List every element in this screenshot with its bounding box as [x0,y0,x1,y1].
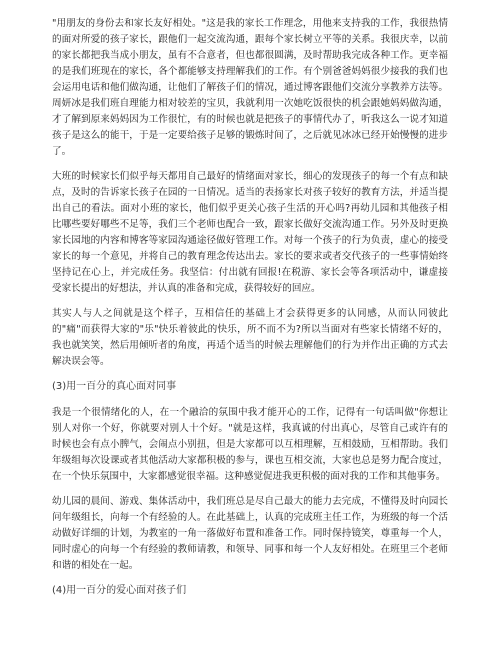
section-heading-colleagues: (3)用一百分的真心面对同事 [52,381,177,392]
paragraph-parent-relations: "用朋友的身份去和家长友好相处。"这是我的家长工作理念，用他来支持我的工作，我很热情的面对所爱的孩子家长，跟他们一起交流沟通，跟每个家长树立平等的关系。我很庆幸，以前的家长都把我当成小朋友，虽有不合意者，但也都很圆满，及时帮助我完成各种工作。更幸福的是我们班现在的家长，各个都能够支持理解我们的工作。有个别爸爸妈妈很少接我的我们也会运用电话和他们做沟通，让他们了解孩子们的情况，通过博客跟他们交流分享教养方法等。周妍冰是我们班自理能力相对较差的宝贝，我就利用一次她吃饭很快的机会跟她妈妈做沟通，才了解到原来妈妈因为工作很忙，有的时候也就是把孩子的事情代办了，听我这么一说才知道孩子是这么的能干，于是一定要给孩子足够的锻炼时间了，之后就见冰冰已经开始慢慢的进步了。 [52,18,448,157]
paragraph-class-activities: 幼儿园的晨间、游戏、集体活动中，我们班总是尽自己最大的能力去完成，不懂得及时向园长问年级组长，向每一个有经验的人。在此基础上，认真的完成班主任工作，为班级的每一个活动做好详细的计划，为教室的一角一落做好布置和准备工作。同时保持镜笑，尊重每一个人，同时虚心的向每一个有经验的教师请教，和领导、同事和每一个人友好相处。在班里三个老师和谐的相处在一起。 [52,496,448,571]
paragraph-mutual-trust: 其实人与人之间就是这个样子，互相信任的基础上才会获得更多的认同感，从而认同彼此的"痛"而获得大家的"乐"快乐着彼此的快乐，所不而不为?所以当面对有些家长情绪不好的，我也就笑笑，然后用倾听者的角度，再适个适当的时候去理解他们的行为并作出正确的方式去解决误会等。 [52,308,448,367]
paragraph-colleagues: 我是一个很情绪化的人，在一个融洽的氛围中我才能开心的工作，记得有一句话叫做"你想让别人对你一个好，你就要对别人十个好。"就是这样，我真诚的付出真心，尽管自己或许有的时候也会有点小脾气，会闹点小别扭，但是大家都可以互相理解，互相鼓励，互相帮助。我们年级组每次设课或者其他活动大家都积极的参与，课也互相交流，大家也总是努力配合度过，在一个快乐氛围中，大家都感觉很幸福。这种感觉促进我更积极的面对我的工作和其他事务。 [52,407,448,482]
section-heading-children: (4)用一百分的爱心面对孩子们 [52,585,187,596]
paragraph-daily-communication: 大班的时候家长们似乎每天都用自己最好的情绪面对家长，细心的发现孩子的每一个有点和缺点，及时的告诉家长孩子在园的一日情况。适当的表扬家长对孩子较好的教育方法，并适当提出自己的看法。面对小班的家长，他们似乎更关心孩子生活的开心吗?再幼儿园和其他孩子相比哪些要好哪些不足等，我们三个老师也配合一致，跟家长做好交流沟通工作。另外及时更换家长园地的内容和博客等家园沟通途径做好管理工作。对每一个孩子的行为负责，虚心的接受家长的每一个意见，并将自己的教育理念传达出去。家长的要求或者交代孩子的一些事情始终坚持记在心上，并完成任务。我坚信：付出就有回报!在税游、家长会等各项活动中，谦虚接受家长提出的好想法，并认真的准备和完成，获得较好的回应。 [52,171,448,294]
